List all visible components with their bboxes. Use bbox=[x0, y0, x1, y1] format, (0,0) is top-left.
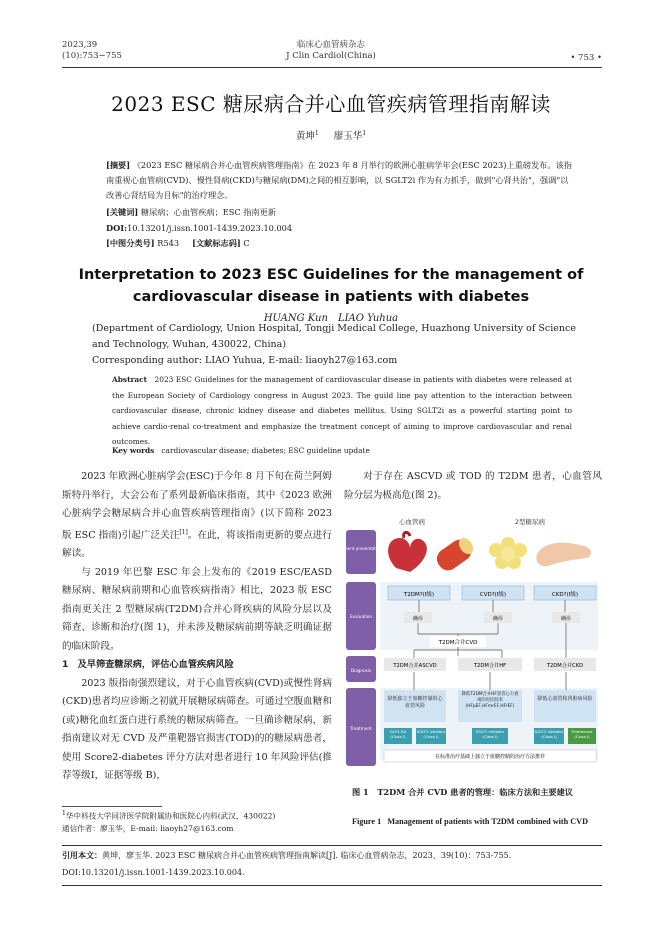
eval-label-t2dm: T2DM?(Ⅰ级) bbox=[403, 592, 435, 598]
body-left-column bbox=[62, 468, 332, 786]
footnote-sup: 1 bbox=[62, 810, 66, 817]
side-label-diagnosis: Diagnosis bbox=[350, 668, 372, 673]
side-band-presentation bbox=[346, 530, 376, 574]
vessel-illustration bbox=[433, 535, 476, 574]
treat-text-ckd: 降低心血管和肾脏病风险 bbox=[537, 696, 593, 702]
pancreas-illustration bbox=[536, 543, 591, 567]
classification-line bbox=[106, 236, 576, 251]
authors-cn bbox=[0, 128, 662, 142]
citation-label: 引用本文： bbox=[62, 850, 102, 860]
col-label-cvd: 心血管病 bbox=[399, 518, 425, 526]
clc-value: R543 bbox=[157, 238, 180, 248]
doc-code-label: [文献标志码] bbox=[192, 238, 241, 248]
page-title: 2023 ESC 糖尿病合并心血管疾病管理指南解读 bbox=[111, 92, 551, 116]
header-volume bbox=[62, 40, 122, 62]
bottom-bar-label: 在标准治疗基础上独立于血糖控制的治疗方法推荐 bbox=[434, 754, 546, 760]
doi-value[interactable]: 10.13201/j.issn.1001-1439.2023.10.004 bbox=[127, 223, 293, 233]
abstract-cn bbox=[106, 158, 576, 203]
citation-text: 黄坤，廖玉华. 2023 ESC 糖尿病合并心血管疾病管理指南解读[J]. 临床心血管病杂志，2023，39(10)：753-755. DOI:10.13201/j.issn.1001-1439.2023.10.004. bbox=[62, 851, 512, 877]
journal-name-cn: 临床心血管病杂志 bbox=[296, 40, 365, 50]
citation-rule-bottom bbox=[62, 885, 602, 886]
doi-line bbox=[106, 221, 576, 236]
confirm-label-1: 确诊 bbox=[412, 616, 424, 622]
footnote-affiliation: 华中科技大学同济医学院附属协和医院心内科(武汉，430022) bbox=[65, 811, 276, 821]
body-paragraph-3: 2023 版指南强烈建议，对于心血管疾病(CVD)或慢性肾病(CKD)患者均应诊断之初就开展糖尿病筛查。可通过空腹血糖和(或)糖化血红蛋白进行系统的糖尿病筛查。一旦确诊糖尿病，新指南建议对无 CVD 及严重靶器官损害(TOD)的的糖尿病患者，使用 Score2-diabetes 评分方法对患者进行 10 年风险评估(推荐等级Ⅰ，证据等级 B)， bbox=[62, 677, 332, 782]
col-label-t2dm: 2型糖尿病 bbox=[514, 518, 546, 526]
footnote-corresponding: 通信作者：廖玉华，E-mail: liaoyh27@163.com bbox=[62, 823, 234, 833]
header-pages: (10):753−755 bbox=[62, 51, 122, 61]
corresponding-author-en: Corresponding author: LIAO Yuhua, E-mail: liaoyh27@163.com bbox=[92, 355, 398, 366]
body-paragraph-4: 对于存在 ASCVD 或 TOD 的 T2DM 患者，心血管风险分层为极高危(图 2)。 bbox=[344, 471, 602, 501]
keywords-en bbox=[112, 446, 572, 455]
figure-1-diagram bbox=[344, 516, 602, 780]
merge-label: T2DM合并CVD bbox=[438, 640, 478, 646]
drug-label-glp1: GLP1-RA (Class Ⅰ) bbox=[389, 729, 407, 739]
keywords-cn bbox=[106, 205, 576, 220]
drug-label-sglt2-3: SGLT2 inhibitor (Class Ⅰ) bbox=[534, 729, 564, 739]
diag-label-ckd: T2DM合并CKD bbox=[546, 663, 584, 669]
treat-text-ascvd: 降低独立于血糖控制的心血管风险 bbox=[387, 696, 443, 709]
p1-end: 。在此，将该指南更新的要点进行解读。 bbox=[62, 529, 333, 560]
journal-name-en: J Clin Cardiol(China) bbox=[286, 51, 376, 61]
side-label-presentation: Patient presentation bbox=[344, 546, 383, 551]
abstract-label: [摘要] bbox=[106, 160, 131, 170]
caption-en-label: Figure 1 bbox=[352, 817, 382, 826]
header-journal bbox=[231, 40, 431, 62]
section-heading-1: 1 及早筛查糖尿病，评估心血管疾病风险 bbox=[62, 659, 234, 671]
eval-label-ckd: CKD?(Ⅰ级) bbox=[551, 592, 579, 598]
doi-label: DOI: bbox=[106, 223, 128, 233]
drug-label-sglt2-1: SGLT2 inhibitor (Class Ⅰ) bbox=[416, 729, 446, 739]
caption-en-text: Management of patients with T2DM combined with CVD bbox=[387, 817, 588, 826]
drug-label-sglt2-2: SGLT2 inhibitor (Class Ⅰ) bbox=[475, 729, 505, 739]
figure-caption-cn bbox=[352, 786, 602, 799]
p1-text: 2023 年欧洲心脏病学会(ESC)于今年 8 月下旬在荷兰阿姆斯特丹举行，大会公布了系列最新临床指南，其中《2023 欧洲心脏病学会糖尿病合并心血管疾病管理指南》(以下简称 2023 版 ESC 指南)引起广泛关注 bbox=[62, 471, 332, 541]
keywords-label: [关键词] bbox=[106, 207, 139, 217]
confirm-label-2: 确诊 bbox=[492, 616, 504, 622]
abstract-text: 《2023 ESC 糖尿病合并心血管疾病管理指南》在 2023 年 8 月举行的欧洲心脏病学年会(ESC 2023)上重磅发布。该指南重视心血管病(CVD)、慢性肾病(CKD)与糖尿病(DM)之间的相互影响，以 SGLT2i 作为有力抓手，做到"心肾共治"，强调"以改善心肾结局为目标"的治疗理念。 bbox=[106, 160, 572, 200]
author-huang: 黄坤 bbox=[295, 131, 315, 142]
affiliation-text: (Department of Cardiology, Union Hospital, Tongji Medical College, Huazhong University of Science and Technology, Wuhan, 430022, China) bbox=[92, 323, 576, 350]
body-right-column bbox=[344, 468, 602, 505]
treat-text-hf: 降低T2DM合并HF患者心力衰竭的再住院率(HFpEF,HFmrEF,HFrEF) bbox=[461, 692, 519, 709]
author-sup: 1 bbox=[362, 129, 367, 137]
abstract-en-label: Abstract bbox=[112, 375, 148, 384]
footnote-rule bbox=[62, 806, 162, 807]
figure-caption-en bbox=[352, 815, 602, 828]
header-rule bbox=[62, 67, 602, 68]
figure-1 bbox=[344, 516, 602, 780]
author-sup: 1 bbox=[314, 129, 319, 137]
keywords-en-text: cardiovascular disease; diabetes; ESC guideline update bbox=[161, 446, 370, 455]
caption-cn-label: 图 1 bbox=[352, 787, 369, 797]
side-label-evaluation: Evaluation bbox=[349, 614, 373, 619]
authors-en: HUANG Kun LIAO Yuhua bbox=[263, 313, 399, 324]
citation-rule-top bbox=[62, 845, 602, 846]
keywords-text: 糖尿病；心血管疾病；ESC 指南更新 bbox=[140, 207, 277, 217]
fat-cells-illustration bbox=[489, 537, 527, 569]
side-label-treatment: Treatment bbox=[350, 726, 372, 731]
heart-illustration bbox=[388, 532, 427, 572]
header-year: 2023,39 bbox=[62, 40, 98, 50]
abstract-en-text: 2023 ESC Guidelines for the management of cardiovascular disease in patients with diabetes were released at the European Society of Cardiology congress in August 2023. The guild line pay attention to the interaction between cardiovascular disease, chronic kidney disease and diabetes mellitus. Using SGLT2i as a powerful starting point to achieve cardio-renal co-treatment and emphasize the treatment concept of aiming to improve cardiovascular and renal outcomes. bbox=[112, 375, 572, 446]
citation-box bbox=[62, 847, 602, 881]
reference-link[interactable]: [1] bbox=[179, 528, 188, 536]
eval-label-cvd: CVD?(Ⅰ级) bbox=[479, 592, 507, 598]
keywords-en-label: Key words bbox=[112, 446, 155, 455]
body-paragraph-1 bbox=[62, 468, 332, 564]
body-paragraph-2: 与 2019 年巴黎 ESC 年会上发布的《2019 ESC/EASD 糖尿病、糖尿病前期和心血管疾病指南》相比，2023 版 ESC 指南更关注 2 型糖尿病(T2DM)合并心肾疾病的风险分层以及筛查、诊断和治疗(图 1)，并未涉及糖尿病前期等缺乏明确证据的临床阶段。 bbox=[62, 566, 332, 652]
doc-code-value: C bbox=[243, 238, 250, 248]
drug-label-finerenone: Finerenone (Class Ⅰ) bbox=[571, 729, 593, 739]
page-number: • 753 • bbox=[570, 53, 602, 63]
footnote bbox=[62, 808, 332, 835]
abstract-en bbox=[112, 372, 572, 450]
diag-label-hf: T2DM合并HF bbox=[473, 663, 507, 669]
author-liao: 廖玉华 bbox=[333, 131, 363, 142]
english-title: Interpretation to 2023 ESC Guidelines for the management of cardiovascular disease in patients with diabetes bbox=[78, 267, 584, 305]
diag-label-ascvd: T2DM合并ASCVD bbox=[393, 663, 437, 669]
clc-label: [中图分类号] bbox=[106, 238, 155, 248]
affiliation-en bbox=[92, 321, 592, 369]
confirm-label-3: 确诊 bbox=[560, 616, 572, 622]
caption-cn-text: T2DM 合并 CVD 患者的管理：临床方法和主要建议 bbox=[377, 787, 573, 797]
